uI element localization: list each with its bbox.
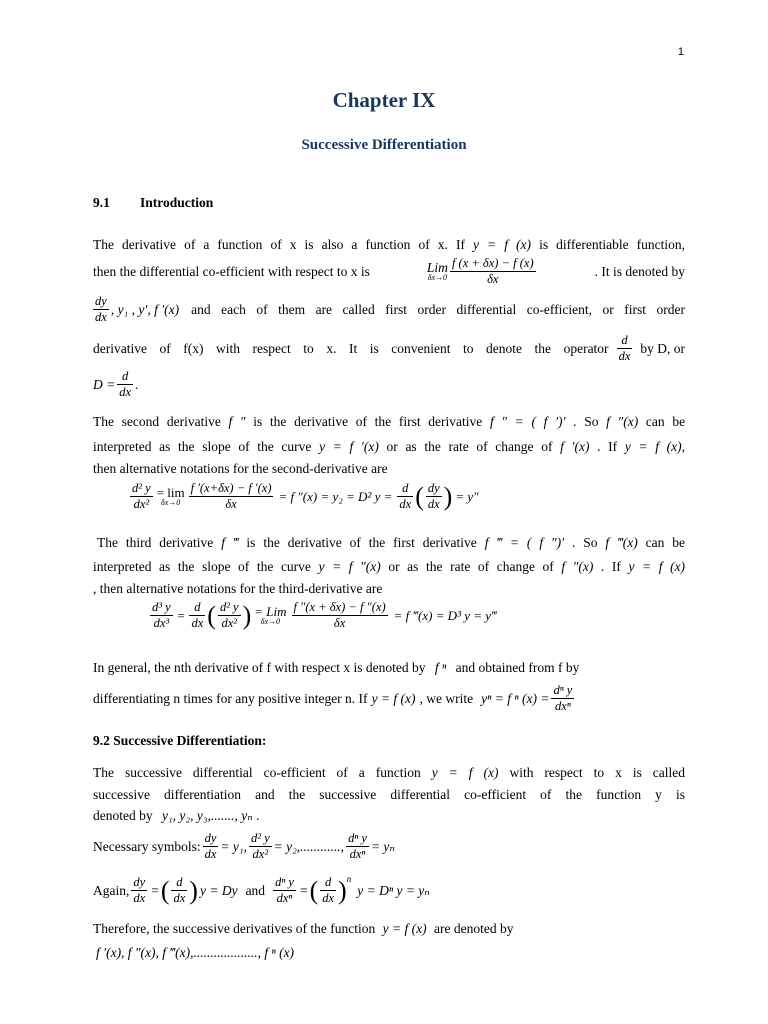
successive-derivatives-list: f ′(x), f ″(x), f ‴(x),..................., f ⁿ (x) [96, 945, 295, 960]
successive-line-1: The successive differential co-efficient of a function y = f (x) with respect to x is called [93, 765, 686, 780]
third-line-3: , then alternative notations for the third-derivative are [93, 581, 383, 596]
limit-definition: Lim δx→0 $\frac{f (x + \delta x) - f (x)}{\delta x}$ [426, 256, 534, 287]
third-line-2: interpreted as the slope of the curve y = f ″(x) or as the rate of change of f ″(x) . If y = f (x) [93, 559, 686, 574]
second-line-2: interpreted as the slope of the curve y = f ′(x) or as the rate of change of f ′(x) . If y = f (x), [93, 439, 686, 454]
intro-line-3: $\frac{dy}{dx}$ , y₁ , y′, f ′(x) and each of them are called first order differential co-efficient, or first order [95, 294, 685, 325]
page-number: 1 [677, 46, 684, 58]
chapter-title: Chapter IX [332, 88, 436, 112]
successive-line-3: denoted by y₁, y₂, y₃,......., yₙ . [93, 808, 260, 823]
intro-line-2: then the differential co-efficient with respect to x is Lim δx→0 $\frac{f (x + \delta x) - f (x)}{\delta x}$ . It is denoted by [93, 256, 685, 287]
third-derivative-equation: $\frac{\text{d³ y}}{\text{dx³}}$ = $\frac{d}{dx}$ ( $\frac{\text{d² y}}{\text{dx²}}$ ) = Lim δx→0 $\frac{f ''(x + \delta x) - f ''(x)}{\delta x}$ = f ‴(x) = D³ y = y‴ [152, 600, 497, 631]
therefore-line: Therefore, the successive derivatives of the function y = f (x) are denoted by [93, 921, 514, 936]
general-line-1: In general, the nth derivative of f with respect x is denoted by f ⁿ and obtained from f by [93, 660, 580, 675]
again-equation: Again, $\frac{dy}{dx}$ = ( $\frac{d}{dx}$ ) y = Dy and $\frac{\text{dⁿ y}}{\text{dxⁿ}}$ = ( $\frac{d}{dx}$ ) n y = Dⁿ y = yₙ [93, 874, 430, 906]
intro-line-5: D = $\frac{d}{dx}$ . [93, 369, 139, 400]
section-title: Introduction [140, 195, 214, 210]
second-line-1: The second derivative f ″ is the derivative of the first derivative f ″ = ( f ′)′ . So f ″(x) can be [93, 414, 686, 429]
chapter-subtitle: Successive Differentiation [301, 137, 467, 153]
general-line-2: differentiating n times for any positive integer n. If y = f (x) , we write yⁿ = f ⁿ (x) = $\frac{\text{dⁿ y}}{\text{dxⁿ}}$ [93, 683, 573, 714]
section-number: 9.1 [93, 195, 110, 210]
necessary-symbols: Necessary symbols: $\frac{dy}{dx}$ = y₁, $\frac{\text{d² y}}{\text{dx²}}$ = y₂,............, $\frac{\text{dⁿ y}}{\text{dxⁿ}}$ = yₙ [93, 831, 395, 862]
second-derivative-equation: $\frac{\text{d² y}}{\text{dx²}}$ = lim δx→0 $\frac{f '(x+\delta x) - f '(x)}{\delta x}$ = f ″(x) = y₂ = D² y = $\frac{d}{dx}$ ( $\frac{dy}{dx}$ ) = y″ [132, 481, 479, 512]
intro-line-1: The derivative of a function of x is also a function of x. If y = f (x) is differentiable function, [93, 237, 686, 252]
third-line-1: The third derivative f ‴ is the derivative of the first derivative f ‴ = ( f ″)′ . So f ‴(x) can be [97, 535, 686, 550]
section-heading-intro [93, 195, 685, 211]
section-heading-successive: 9.2 Successive Differentiation: [93, 733, 267, 748]
second-line-3: then alternative notations for the second-derivative are [93, 461, 388, 476]
successive-line-2: successive differentiation and the successive differential co-efficient of the function y is [93, 787, 685, 802]
intro-line-4: derivative of f(x) with respect to x. It is convenient to denote the operator $\frac{d}{dx}$ by D, or [93, 333, 685, 364]
